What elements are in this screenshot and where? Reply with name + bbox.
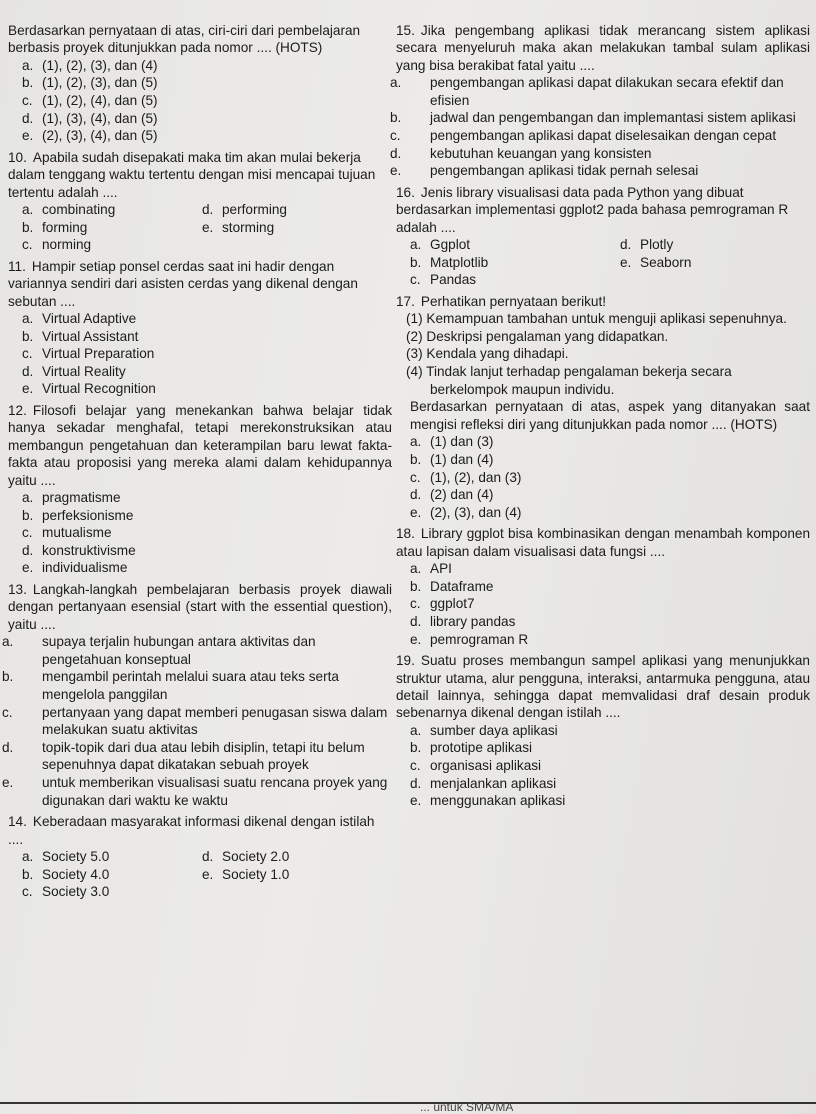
question-number: 18. (396, 526, 415, 542)
question-number: 15. (396, 23, 415, 38)
question-number: 10. (8, 149, 27, 165)
option-d[interactable]: d. Plotly (620, 237, 674, 252)
question-number: 13. (8, 581, 27, 597)
option-d[interactable]: d. (1), (3), (4), dan (5) (22, 110, 158, 126)
option-b[interactable]: b. Virtual Assistant (22, 328, 139, 344)
question-number: 12. (8, 402, 27, 418)
statement-2: (2) Deskripsi pengalaman yang didapatkan. (406, 328, 669, 344)
footer-divider (0, 1102, 816, 1104)
question-stem: Suatu proses membangun sampel aplikasi yang menunjukkan struktur utama, alur pengguna, interaksi, antarmuka pengguna, atau detail lainnya, sehingga dapat memvalidasi draf desain produk sebenarnya dikenal dengan istilah .... (396, 653, 810, 721)
option-c[interactable]: c. (1), (2), (4), dan (5) (22, 93, 158, 108)
question-number: 16. (396, 184, 415, 200)
question-stem: Berdasarkan pernyataan di atas, ciri-ciri dari pembelajaran berbasis proyek ditunjukkan pada nomor .... (HOTS) (8, 23, 361, 56)
option-d[interactable]: d. konstruktivisme (22, 542, 136, 558)
option-c[interactable]: c. Virtual Preparation (22, 346, 155, 362)
statement-3: (3) Kendala yang dihadapi. (406, 346, 569, 362)
question-stem: Library ggplot bisa kombinasikan dengan menambah komponen atau lapisan dalam visualisasi data fungsi .... (396, 526, 810, 559)
option-e[interactable]: e. Seaborn (620, 254, 692, 270)
question-19 (396, 652, 810, 810)
question-stem: Keberadaan masyarakat informasi dikenal dengan istilah .... (8, 814, 375, 847)
option-c[interactable]: c. pertanyaan yang dapat memberi penugasan siswa dalam melakukan suatu aktivitas (2, 704, 388, 738)
option-grid (8, 848, 392, 901)
option-c[interactable]: c. organisasi aplikasi (410, 757, 542, 773)
option-b[interactable]: b. perfeksionisme (22, 507, 134, 523)
question-stem: Hampir setiap ponsel cerdas saat ini hadir dengan variannya sendiri dari asisten cerdas yang dikenal dengan sebutan .... (8, 258, 358, 309)
option-d[interactable]: d. Society 2.0 (202, 848, 290, 864)
question-18 (396, 525, 810, 648)
left-column (2, 22, 392, 905)
question-number: 11. (8, 258, 26, 274)
option-a[interactable]: a. supaya terjalin hubungan antara aktivitas dan pengetahuan konseptual (2, 634, 316, 667)
question-14 (8, 813, 392, 901)
question-stem: Filosofi belajar yang menekankan bahwa belajar tidak hanya sekadar menghafal, tetapi merekonstruksikan atau membangun pengetahuan dan keterampilan baru lewat fakta-fakta atau proposisi yang mereka alami dalam kehidupannya yaitu .... (8, 402, 392, 488)
option-e[interactable]: e. individualisme (22, 560, 128, 576)
statement-1: (1) Kemampuan tambahan untuk menguji aplikasi sepenuhnya. (406, 311, 787, 327)
option-e[interactable]: e. menggunakan aplikasi (410, 793, 566, 809)
question-stem: Perhatikan pernyataan berikut! (420, 293, 607, 309)
option-a[interactable]: a. (1), (2), (3), dan (4) (22, 57, 158, 73)
option-b[interactable]: b. (1) dan (4) (410, 451, 494, 467)
option-c[interactable]: c. norming (22, 237, 92, 253)
question-number: 17. (396, 293, 415, 309)
option-a[interactable]: a. Ggplot (410, 237, 471, 252)
question-stem: Apabila sudah disepakati maka tim akan mulai bekerja dalam tenggang waktu tertentu dengan misi mencapai tujuan tertentu adalah .... (8, 149, 376, 200)
option-grid (8, 201, 392, 254)
question-15 (390, 22, 810, 180)
option-e[interactable]: e. untuk memberikan visualisasi suatu rencana proyek yang digunakan dari waktu ke waktu (2, 774, 388, 808)
question-11 (8, 258, 392, 398)
option-a[interactable]: a. sumber daya aplikasi (410, 722, 558, 738)
option-a[interactable]: a. (1) dan (3) (410, 434, 494, 450)
option-e[interactable]: e. pengembangan aplikasi tidak pernah selesai (390, 163, 699, 179)
question-12 (8, 402, 392, 577)
option-c[interactable]: c. pengembangan aplikasi dapat diselesaikan dengan cepat (390, 128, 777, 143)
option-b[interactable]: b. forming (22, 219, 88, 235)
option-c[interactable]: c. Pandas (410, 272, 477, 288)
option-c[interactable]: c. ggplot7 (410, 596, 475, 612)
question-number: 19. (396, 653, 415, 669)
option-d[interactable]: d. performing (202, 202, 287, 217)
footer-text: ... untuk SMA/MA (420, 1100, 514, 1114)
question-stem-2: Berdasarkan pernyataan di atas, aspek yang ditanyakan saat mengisi refleksi diri yang ditunjukkan pada nomor .... (HOTS) (410, 399, 810, 432)
option-a[interactable]: a. API (410, 561, 452, 577)
option-e[interactable]: e. storming (202, 219, 275, 235)
option-e[interactable]: e. (2), (3), (4), dan (5) (22, 128, 158, 144)
option-a[interactable]: a. combinating (22, 202, 116, 217)
question-stem: Jika pengembang aplikasi tidak merancang sistem aplikasi secara menyeluruh maka akan melakukan tambal sulam aplikasi yang bisa berakibat fatal yaitu .... (396, 23, 810, 73)
option-b[interactable]: b. Society 4.0 (22, 866, 110, 882)
option-b[interactable]: b. prototipe aplikasi (410, 740, 533, 756)
question-stem: Jenis library visualisasi data pada Python yang dibuat berdasarkan implementasi ggplot2 pada bahasa pemrograman R adalah .... (396, 184, 789, 235)
option-a[interactable]: a. Society 5.0 (22, 848, 110, 864)
option-b[interactable]: b. jadwal dan pengembangan dan implemantasi sistem aplikasi (390, 110, 796, 126)
option-c[interactable]: c. (1), (2), dan (3) (410, 469, 522, 485)
question-10 (8, 149, 392, 254)
option-d[interactable]: d. kebutuhan keuangan yang konsisten (390, 145, 652, 161)
option-e[interactable]: e. Virtual Recognition (22, 381, 156, 397)
option-d[interactable]: d. menjalankan aplikasi (410, 775, 557, 791)
option-c[interactable]: c. mutualisme (22, 525, 112, 541)
question-13 (2, 581, 392, 809)
option-d[interactable]: d. (2) dan (4) (410, 487, 494, 503)
option-e[interactable]: e. pemrograman R (410, 631, 529, 647)
question-stem: Langkah-langkah pembelajaran berbasis proyek diawali dengan pertanyaan esensial (start with the essential question), yaitu .... (8, 581, 392, 632)
option-a[interactable]: a. Virtual Adaptive (22, 311, 137, 326)
question-number: 14. (8, 814, 27, 830)
option-grid (396, 236, 810, 289)
option-c[interactable]: c. Society 3.0 (22, 884, 110, 900)
option-e[interactable]: e. (2), (3), dan (4) (410, 504, 522, 520)
option-b[interactable]: b. mengambil perintah melalui suara atau teks serta mengelola panggilan (2, 669, 339, 702)
option-d[interactable]: d. library pandas (410, 613, 516, 629)
question-9 (8, 22, 392, 145)
statement-4: (4) Tindak lanjut terhadap pengalaman bekerja secara berkelompok maupun individu. (406, 363, 732, 397)
option-d[interactable]: d. Virtual Reality (22, 363, 126, 379)
option-b[interactable]: b. Dataframe (410, 578, 494, 594)
right-column (390, 22, 810, 814)
option-e[interactable]: e. Society 1.0 (202, 866, 290, 882)
option-a[interactable]: a. pragmatisme (22, 490, 121, 505)
question-16 (396, 184, 810, 289)
option-b[interactable]: b. (1), (2), (3), dan (5) (22, 75, 158, 91)
question-17 (396, 293, 810, 522)
option-d[interactable]: d. topik-topik dari dua atau lebih disiplin, tetapi itu belum sepenuhnya dapat dikatakan sebuah proyek (2, 739, 365, 773)
option-a[interactable]: a. pengembangan aplikasi dapat dilakukan secara efektif dan efisien (390, 75, 784, 108)
option-b[interactable]: b. Matplotlib (410, 254, 489, 270)
